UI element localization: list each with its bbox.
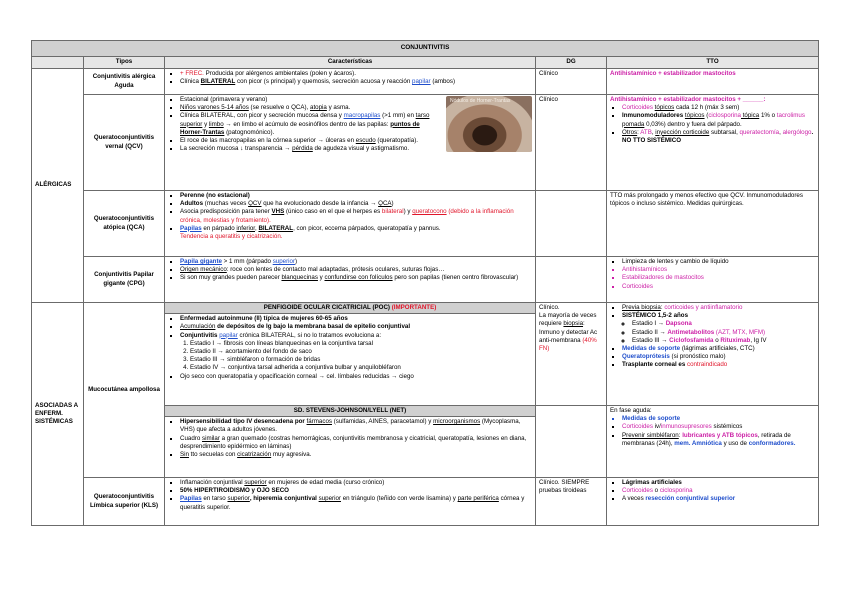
header-tto: TTO bbox=[607, 57, 819, 69]
sj-subheader: SD. STEVENS-JOHNSON/LYELL (NET) bbox=[165, 406, 535, 417]
tipo-aguda: Conjuntivitis alérgica Aguda bbox=[84, 69, 165, 95]
horner-trantas-image: Nódulos de Horner-Trantas bbox=[446, 96, 532, 152]
tto-poc: ▪ Previa biopsia: corticoides y antiinflamatorio ▪ SISTÉMICO 1,5-2 años ◦ Estadio I → Dapsona ◦ Estadio II → Antimetabolitos (AZT, MTX, MFM) ◦ Estadio III → Ciclofosfamida o Rituximab, Ig IV ▪ Medidas de soporte (lágrimas artificiales, CTC) ▪ Queratoprótesis (si pronóstico malo) ▪ Trasplante corneal es contraindicado bbox=[607, 303, 819, 406]
header-dg: DG bbox=[536, 57, 607, 69]
tto-cpg: ▪ Limpieza de lentes y cambio de líquido ▪ Antihistamínicos ▪ Estabilizadores de mastocitos ▪ Corticoides bbox=[607, 257, 819, 303]
tipo-qca: Queratoconjuntivitis atópica (QCA) bbox=[84, 191, 165, 257]
table-row-cpg bbox=[32, 257, 819, 303]
dg-qcv: Clínico bbox=[536, 95, 607, 191]
header-empty bbox=[32, 57, 84, 69]
group-sistemicas: ASOCIADAS A ENFERM. SISTÉMICAS bbox=[32, 303, 84, 526]
table-row-qls bbox=[32, 478, 819, 526]
table-row-poc bbox=[32, 303, 819, 406]
caracteristicas-sj: SD. STEVENS-JOHNSON/LYELL (NET) ▪ Hipersensibilidad tipo IV desencadena por fármacos (sulfamidas, AINES, paracetamol) y microorganismos (Mycoplasma, VHS) que afecta a adultos jóvenes. ▪ Cuadro similar a gran quemado (costras hemorrágicas, conjuntivitis membranosa y cicatricial, queratopatía, lesiones en diana, desprendimiento epidérmico en láminas) ▪ Sin tto secuelas con cicatrización muy agresiva. bbox=[165, 406, 536, 478]
caracteristicas-aguda: ▪ + FREC. Producida por alérgenos ambientales (polen y ácaros). ▪ Clínica BILATERAL con picor (s principal) y quemosis, secreción acuosa y reacción papilar (ambos) bbox=[165, 69, 536, 95]
dg-aguda: Clínico bbox=[536, 69, 607, 95]
header-caracteristicas: Características bbox=[165, 57, 536, 69]
table-row-qca bbox=[32, 191, 819, 257]
tto-qcv: Antihistamínico + estabilizador mastocitos + ______: ▪ Corticoides tópicos cada 12 h (máx 3 sem) ▪ Inmunomoduladores tópicos (ciclosporina tópica 1% o tacrolimus pomada 0,03%) dentro y fuera del párpado. ▪ Otros: ATB, inyección corticoide subtarsal, queratectomía, alergólogo. NO TTO SISTÉMICO bbox=[607, 95, 819, 191]
caracteristicas-cpg: ▪ Papila gigante > 1 mm (párpado superior) ▪ Origen mecánico: roce con lentes de contacto mal adaptadas, prótesis oculares, suturas flojas… ▪ Si son muy grandes pueden parecer blanquecinas y confundirse con folículos pero son papilas (tienen centro fibrovascular) bbox=[165, 257, 536, 303]
poc-subheader: PENFIGOIDE OCULAR CICATRICIAL (POC) (IMPORTANTE) bbox=[165, 303, 535, 314]
dg-qca bbox=[536, 191, 607, 257]
dg-cpg bbox=[536, 257, 607, 303]
caracteristicas-poc: PENFIGOIDE OCULAR CICATRICIAL (POC) (IMPORTANTE) ▪ Enfermedad autoinmune (II) típica de mujeres 60-65 años ▪ Acumulación de depósitos de Ig bajo la membrana basal de epitelio conjuntival ▪ Conjuntivitis papilar crónica BILATERAL, si no lo tratamos evoluciona a: 1. Estadio I → fibrosis con líneas blanquecinas en la conjuntiva tarsal 2. Estadio II → acortamiento del fondo de saco 3. Estadio III → simbléfaron o formación de bridas 4. Estadio IV → conjuntiva tarsal adherida a conjuntiva bulbar y anquilobléfaron ▪ Ojo seco con queratopatía y opacificación corneal → cel. límbales reducidas → ciego bbox=[165, 303, 536, 406]
table-row-aguda bbox=[32, 69, 819, 95]
dg-sj bbox=[536, 406, 607, 478]
tto-qls: ▪ Lágrimas artificiales ▪ Corticoides o ciclosporina ▪ A veces resección conjuntival superior bbox=[607, 478, 819, 526]
dg-poc: Clínico. La mayoría de veces requiere biopsia: Inmuno y detectar Ac anti-membrana (40% FN) bbox=[536, 303, 607, 406]
group-alergicas: ALÉRGICAS bbox=[32, 69, 84, 303]
tto-sj: En fase aguda: ▪ Medidas de soporte ▪ Corticoides iv/inmunosupresores sistémicos ▪ Prevenir simbléfaron: lubricantes y ATB tópicos, retirada de membranas (24h), mem. Amniótica y uso de conformadores. bbox=[607, 406, 819, 478]
caracteristicas-qcv: Nódulos de Horner-Trantas ▪ Estacional (primavera y verano) ▪ Niños varones 5-14 años (se resuelve o QCA), atopia y asma. ▪ Clínica BILATERAL, con picor y secreción mucosa densa y macropapilas (>1 mm) en tarso superior y limbo → en limbo el acúmulo de eosinófilos dentro de las papilas: puntos de Horner-Trantas (patognomónico). ▪ El roce de las macropapilas en la córnea superior → úlceras en escudo (queratopatía). ▪ La secreción mucosa ↓ transparencia → pérdida de agudeza visual y astigmatismo. bbox=[165, 95, 536, 191]
dg-qls: Clínico. SIEMPRE pruebas tiroideas bbox=[536, 478, 607, 526]
header-tipos: Tipos bbox=[84, 57, 165, 69]
tto-aguda: Antihistamínico + estabilizador mastocitos bbox=[607, 69, 819, 95]
tipo-qls: Queratoconjuntivitis Límbica superior (KLS) bbox=[84, 478, 165, 526]
caracteristicas-qls: ▪ Inflamación conjuntival superior en mujeres de edad media (curso crónico) ▪ 50% HIPERTIROIDISMO y OJO SECO ▪ Papilas en tarso superior, hiperemia conjuntival superior en triángulo (teñido con verde lisamina) y parte periférica córnea y queratitis superior. bbox=[165, 478, 536, 526]
table-row-qcv bbox=[32, 95, 819, 191]
tipo-qcv: Queratoconjuntivitis vernal (QCV) bbox=[84, 95, 165, 191]
caracteristicas-qca: ▪ Perenne (no estacional) ▪ Adultos (muchas veces QCV que ha evolucionado desde la infancia → QCA) ▪ Asocia predisposición para tener VHS (único caso en el que el herpes es bilateral) y queratocono (debido a la inflamación crónica, molestias y frotamiento). ▪ Papilas en párpado inferior, BILATERAL, con picor, eccema párpados, queratopatía y pannus. Tendencia a queratitis y cicatrización. bbox=[165, 191, 536, 257]
tipo-cpg: Conjuntivitis Papilar gigante (CPG) bbox=[84, 257, 165, 303]
conjuntivitis-table bbox=[31, 40, 819, 526]
tto-qca: TTO más prolongado y menos efectivo que QCV. Inmunomoduladores tópicos o incluso sistémico. Medidas quirúrgicas. bbox=[607, 191, 819, 257]
table-title: CONJUNTIVITIS bbox=[32, 41, 819, 57]
tipo-mucocutanea: Mucocutánea ampollosa bbox=[84, 303, 165, 478]
